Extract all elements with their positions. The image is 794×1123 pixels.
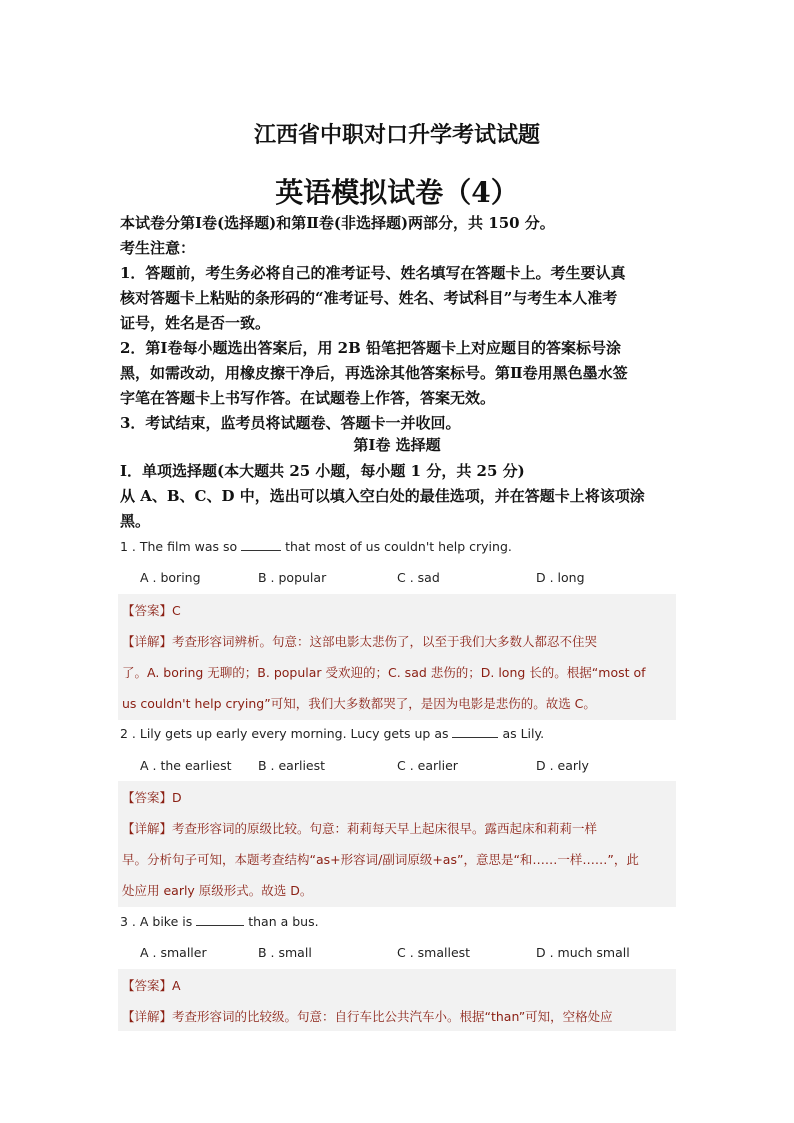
exam-title: 江西省中职对口升学考试试题: [253, 122, 540, 148]
notice-1-line-2: 核对答题卡上粘贴的条形码的“准考证号、姓名、考试科目”与考生本人准考: [120, 289, 618, 307]
question-2-detail-line-1: 【详解】考查形容词的原级比较。句意：莉莉每天早上起床很早。露西起床和莉莉一样: [122, 821, 598, 836]
question-3-answer: 【答案】A: [122, 978, 181, 993]
question-2-stem-end: as Lily.: [498, 726, 545, 741]
option-c: C . sad: [397, 570, 440, 585]
option-c: C . earlier: [397, 758, 458, 773]
part-instructions-line-2: 黑。: [120, 512, 151, 530]
question-1-stem-start: 1 . The film was so: [120, 539, 242, 554]
question-3-answer-box: [118, 969, 676, 1031]
notice-1-line-1: 1．答题前，考生务必将自己的准考证号、姓名填写在答题卡上。考生要认真: [120, 264, 626, 282]
option-c: C . smallest: [397, 945, 471, 960]
exam-subtitle: 英语模拟试卷（4）: [275, 176, 519, 209]
question-2-answer-box: [118, 781, 676, 907]
section-title: 第Ⅰ卷 选择题: [353, 436, 441, 454]
question-3: [120, 914, 319, 929]
question-2: [120, 726, 544, 741]
question-1-stem-end: that most of us couldn't help crying.: [281, 539, 512, 554]
question-2-detail-line-2: 早。分析句子可知，本题考查结构“as+形容词/副词原级+as”，意思是“和……一样……”，此: [122, 852, 639, 867]
question-1-options: [140, 570, 700, 590]
part-instructions-line-1: 从 A、B、C、D 中，选出可以填入空白处的最佳选项，并在答题卡上将该项涂: [120, 487, 645, 505]
question-2-stem-start: 2 . Lily gets up early every morning. Lucy gets up as: [120, 726, 453, 741]
notice-2-line-2: 黑，如需改动，用橡皮擦干净后，再选涂其他答案标号。第Ⅱ卷用黑色墨水签: [120, 364, 628, 382]
question-1-answer-box: [118, 594, 676, 720]
answer-blank: [452, 726, 498, 738]
question-2-options: [140, 758, 700, 778]
question-3-stem-start: 3 . A bike is: [120, 914, 197, 929]
option-b: B . small: [258, 945, 312, 960]
part-heading: Ⅰ．单项选择题(本大题共 25 小题，每小题 1 分，共 25 分): [120, 462, 525, 480]
question-1: [120, 539, 512, 554]
question-3-options: [140, 945, 700, 965]
option-a: A . boring: [140, 570, 201, 585]
intro-notice-heading: 考生注意：: [120, 239, 196, 257]
question-2-answer: 【答案】D: [122, 790, 182, 805]
notice-2-line-3: 字笔在答题卡上书写作答。在试题卷上作答，答案无效。: [120, 389, 496, 407]
option-d: D . much small: [536, 945, 630, 960]
question-1-detail-line-1: 【详解】考查形容词辨析。句意：这部电影太悲伤了，以至于我们大多数人都忍不住哭: [122, 634, 598, 649]
option-d: D . early: [536, 758, 589, 773]
option-b: B . popular: [258, 570, 327, 585]
question-2-detail-line-3: 处应用 early 原级形式。故选 D。: [122, 883, 313, 898]
option-a: A . the earliest: [140, 758, 232, 773]
notice-3: 3．考试结束，监考员将试题卷、答题卡一并收回。: [120, 414, 461, 432]
option-b: B . earliest: [258, 758, 326, 773]
answer-blank: [196, 914, 244, 926]
notice-1-line-3: 证号，姓名是否一致。: [120, 314, 271, 332]
notice-2-line-1: 2．第Ⅰ卷每小题选出答案后，用 2B 铅笔把答题卡上对应题目的答案标号涂: [120, 339, 622, 357]
option-a: A . smaller: [140, 945, 207, 960]
intro-paper-structure: 本试卷分第Ⅰ卷(选择题)和第Ⅱ卷(非选择题)两部分，共 150 分。: [120, 214, 555, 232]
question-1-detail-line-2: 了。A. boring 无聊的；B. popular 受欢迎的；C. sad 悲伤的；D. long 长的。根据“most of: [122, 665, 646, 680]
answer-blank: [241, 539, 281, 551]
question-3-detail-line-1: 【详解】考查形容词的比较级。句意：自行车比公共汽车小。根据“than”可知，空格处应: [122, 1009, 613, 1024]
question-1-answer: 【答案】C: [122, 603, 181, 618]
option-d: D . long: [536, 570, 585, 585]
question-1-detail-line-3: us couldn't help crying”可知，我们大多数都哭了，是因为电影是悲伤的。故选 C。: [122, 696, 596, 711]
question-3-stem-end: than a bus.: [244, 914, 319, 929]
